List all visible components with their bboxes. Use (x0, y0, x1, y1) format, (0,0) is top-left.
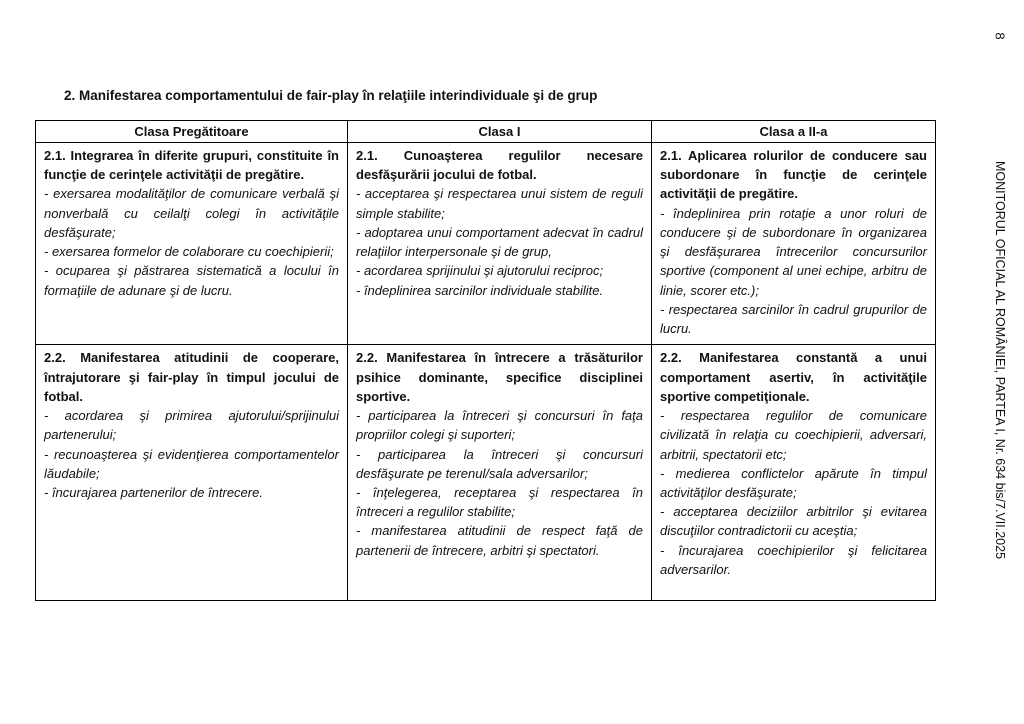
curriculum-table (35, 120, 936, 601)
cell-item: - acceptarea deciziilor arbitrilor şi evitarea discuţiilor contradictorii cu aceştia; (660, 504, 927, 539)
table-cell (36, 345, 348, 601)
cell-item: - recunoaşterea şi evidenţierea comportamentelor lăudabile; (44, 446, 339, 481)
cell-heading: 2.2. Manifestarea constantă a unui comportament asertiv, în activităţile sportive competiţionale. (660, 350, 927, 404)
table-cell (652, 143, 936, 345)
cell-heading: 2.1. Cunoaşterea regulilor necesare desfăşurării jocului de fotbal. (356, 148, 643, 183)
table-cell (348, 345, 652, 601)
cell-item: - exersarea formelor de colaborare cu coechipierii; (44, 244, 334, 260)
cell-heading: 2.1. Integrarea în diferite grupuri, constituite în funcţie de cerinţele activităţii de pregătire. (44, 148, 339, 183)
cell-item: - participarea la întreceri şi concursuri desfăşurate pe terenul/sala adversarilor; (356, 446, 643, 481)
table-row (36, 345, 936, 601)
cell-item: - înţelegerea, receptarea şi respectarea în întreceri a regulilor stabilite; (356, 484, 643, 520)
cell-heading: 2.2. Manifestarea atitudinii de cooperare, întrajutorare şi fair-play în timpul jocului de fotbal. (44, 350, 339, 404)
cell-item: - îndeplinirea sarcinilor individuale stabilite. (356, 282, 604, 298)
cell-item: - respectarea regulilor de comunicare civilizată în relaţia cu coechipierii, adversari, arbitrii, spectatorii etc; (660, 408, 927, 462)
table-cell (348, 143, 652, 345)
column-header-clasa-pregatitoare: Clasa Pregătitoare (36, 121, 348, 143)
cell-item: - acceptarea şi respectarea unui sistem de reguli simple stabilite; (356, 186, 643, 221)
cell-heading: 2.1. Aplicarea rolurilor de conducere sau subordonare în funcţie de cerinţele activităţii de pregătire. (660, 148, 927, 202)
table-cell (36, 143, 348, 345)
table-body (36, 143, 936, 601)
cell-item: - ocuparea şi păstrarea sistematică a locului în formaţiile de adunare şi de lucru. (44, 263, 339, 298)
cell-item: - îndeplinirea prin rotaţie a unor roluri de conducere şi de subordonare în organizarea şi desfăşurarea întrecerilor concursurilor sportive (component al unei echipe, arbitru de linie, scorer etc.); (660, 205, 927, 298)
cell-item: - încurajarea coechipierilor şi felicitarea adversarilor. (660, 542, 927, 577)
cell-item: - adoptarea unui comportament adecvat în cadrul relaţiilor interpersonale şi de grup, (356, 224, 643, 260)
column-header-clasa-1: Clasa I (348, 121, 652, 143)
table-header-row (36, 121, 936, 143)
cell-heading: 2.2. Manifestarea în întrecere a trăsăturilor psihice dominante, specifice disciplinei sportive. (356, 350, 643, 404)
section-title: 2. Manifestarea comportamentului de fair-play în relaţiile interindividuale şi de grup (64, 88, 598, 103)
cell-item: - respectarea sarcinilor în cadrul grupurilor de lucru. (660, 301, 927, 337)
page-number: 8 (992, 32, 1008, 40)
table-cell (652, 345, 936, 601)
cell-item: - acordarea sprijinului şi ajutorului reciproc; (356, 263, 604, 279)
journal-side-text: MONITORUL OFICIAL AL ROMÂNIEI, PARTEA I, Nr. 634 bis/7.VII.2025 (993, 160, 1007, 560)
cell-item: - acordarea şi primirea ajutorului/sprijinului partenerului; (44, 408, 339, 443)
cell-item: - exersarea modalităţilor de comunicare verbală şi nonverbală cu ceilalţi colegi în activităţile desfăşurate; (44, 186, 339, 240)
cell-item: - participarea la întreceri şi concursuri în faţa propriilor colegi şi suporteri; (356, 408, 643, 443)
cell-item: - medierea conflictelor apărute în timpul activităţilor desfăşurate; (660, 465, 927, 500)
table-row (36, 143, 936, 345)
cell-item: - manifestarea atitudinii de respect faţă de partenerii de întrecere, arbitri şi spectatori. (356, 523, 643, 558)
column-header-clasa-2: Clasa a II-a (652, 121, 936, 143)
cell-item: - încurajarea partenerilor de întrecere. (44, 484, 263, 500)
